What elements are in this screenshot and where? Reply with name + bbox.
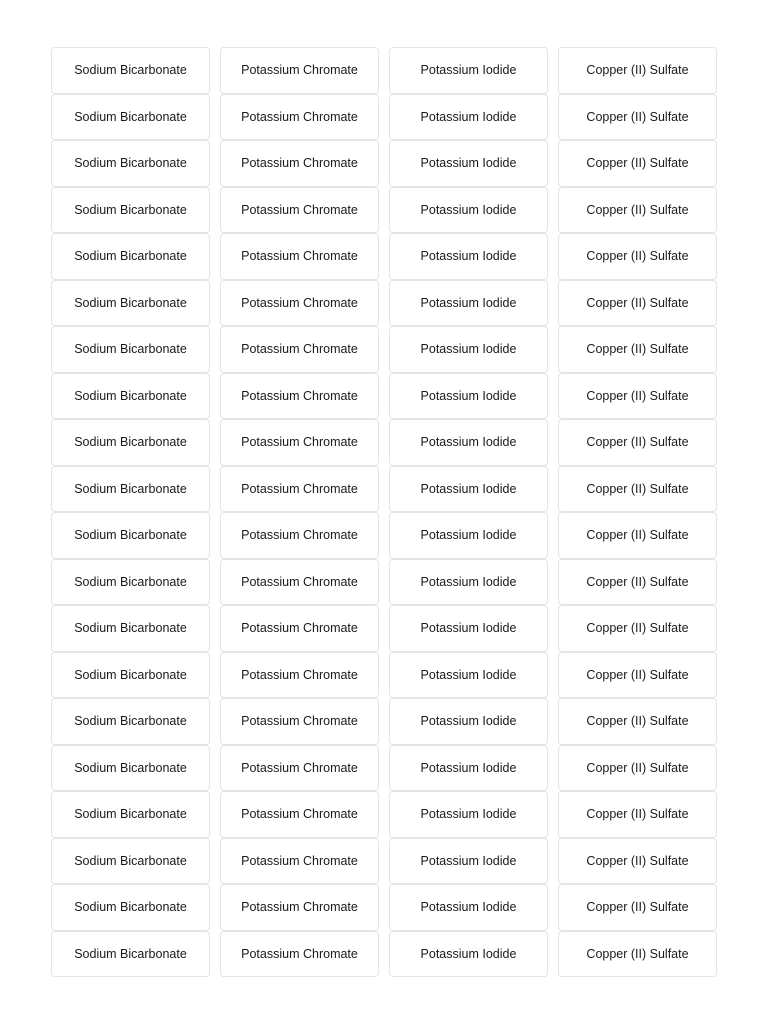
label-cell: Potassium Iodide: [389, 884, 548, 931]
label-cell: Sodium Bicarbonate: [51, 373, 210, 420]
label-cell: Potassium Iodide: [389, 698, 548, 745]
label-cell: Sodium Bicarbonate: [51, 884, 210, 931]
label-cell: Sodium Bicarbonate: [51, 94, 210, 141]
label-cell: Copper (II) Sulfate: [558, 280, 717, 327]
label-cell: Copper (II) Sulfate: [558, 652, 717, 699]
label-cell: Potassium Chromate: [220, 931, 379, 978]
label-cell: Copper (II) Sulfate: [558, 94, 717, 141]
label-cell: Potassium Chromate: [220, 47, 379, 94]
label-cell: Potassium Chromate: [220, 326, 379, 373]
label-cell: Potassium Iodide: [389, 745, 548, 792]
label-cell: Potassium Chromate: [220, 791, 379, 838]
label-cell: Copper (II) Sulfate: [558, 233, 717, 280]
label-cell: Potassium Iodide: [389, 838, 548, 885]
label-cell: Potassium Chromate: [220, 466, 379, 513]
label-cell: Potassium Chromate: [220, 884, 379, 931]
label-cell: Sodium Bicarbonate: [51, 187, 210, 234]
label-cell: Sodium Bicarbonate: [51, 652, 210, 699]
label-cell: Sodium Bicarbonate: [51, 838, 210, 885]
label-cell: Potassium Iodide: [389, 140, 548, 187]
label-cell: Copper (II) Sulfate: [558, 745, 717, 792]
label-cell: Copper (II) Sulfate: [558, 140, 717, 187]
label-cell: Copper (II) Sulfate: [558, 791, 717, 838]
label-cell: Sodium Bicarbonate: [51, 140, 210, 187]
label-cell: Copper (II) Sulfate: [558, 187, 717, 234]
label-cell: Potassium Chromate: [220, 373, 379, 420]
label-cell: Potassium Chromate: [220, 140, 379, 187]
label-cell: Copper (II) Sulfate: [558, 698, 717, 745]
label-cell: Copper (II) Sulfate: [558, 47, 717, 94]
label-cell: Potassium Chromate: [220, 745, 379, 792]
label-cell: Copper (II) Sulfate: [558, 512, 717, 559]
label-cell: Copper (II) Sulfate: [558, 605, 717, 652]
label-cell: Sodium Bicarbonate: [51, 698, 210, 745]
label-cell: Sodium Bicarbonate: [51, 559, 210, 606]
label-cell: Sodium Bicarbonate: [51, 233, 210, 280]
label-cell: Potassium Iodide: [389, 47, 548, 94]
label-cell: Potassium Chromate: [220, 419, 379, 466]
label-cell: Potassium Chromate: [220, 838, 379, 885]
label-cell: Potassium Iodide: [389, 791, 548, 838]
label-cell: Potassium Chromate: [220, 280, 379, 327]
label-cell: Potassium Chromate: [220, 187, 379, 234]
label-cell: Potassium Chromate: [220, 605, 379, 652]
label-cell: Potassium Iodide: [389, 419, 548, 466]
label-cell: Potassium Iodide: [389, 373, 548, 420]
label-cell: Sodium Bicarbonate: [51, 745, 210, 792]
label-cell: Potassium Iodide: [389, 94, 548, 141]
label-cell: Potassium Chromate: [220, 559, 379, 606]
label-cell: Potassium Chromate: [220, 94, 379, 141]
label-cell: Sodium Bicarbonate: [51, 326, 210, 373]
label-cell: Copper (II) Sulfate: [558, 373, 717, 420]
label-cell: Sodium Bicarbonate: [51, 280, 210, 327]
label-cell: Copper (II) Sulfate: [558, 419, 717, 466]
label-cell: Potassium Chromate: [220, 233, 379, 280]
label-cell: Copper (II) Sulfate: [558, 559, 717, 606]
label-cell: Sodium Bicarbonate: [51, 47, 210, 94]
label-cell: Sodium Bicarbonate: [51, 791, 210, 838]
label-cell: Sodium Bicarbonate: [51, 605, 210, 652]
label-cell: Potassium Chromate: [220, 698, 379, 745]
label-cell: Copper (II) Sulfate: [558, 838, 717, 885]
label-cell: Potassium Iodide: [389, 652, 548, 699]
label-cell: Potassium Iodide: [389, 512, 548, 559]
label-cell: Copper (II) Sulfate: [558, 326, 717, 373]
label-cell: Potassium Iodide: [389, 187, 548, 234]
label-cell: Sodium Bicarbonate: [51, 466, 210, 513]
label-cell: Potassium Chromate: [220, 512, 379, 559]
label-cell: Potassium Iodide: [389, 931, 548, 978]
label-cell: Copper (II) Sulfate: [558, 884, 717, 931]
label-cell: Sodium Bicarbonate: [51, 512, 210, 559]
label-cell: Potassium Iodide: [389, 466, 548, 513]
label-cell: Potassium Iodide: [389, 280, 548, 327]
label-cell: Potassium Iodide: [389, 605, 548, 652]
label-cell: Copper (II) Sulfate: [558, 466, 717, 513]
label-cell: Sodium Bicarbonate: [51, 419, 210, 466]
label-cell: Potassium Iodide: [389, 326, 548, 373]
label-cell: Copper (II) Sulfate: [558, 931, 717, 978]
label-cell: Potassium Iodide: [389, 233, 548, 280]
label-cell: Potassium Iodide: [389, 559, 548, 606]
label-cell: Sodium Bicarbonate: [51, 931, 210, 978]
label-sheet: [51, 47, 717, 977]
label-cell: Potassium Chromate: [220, 652, 379, 699]
